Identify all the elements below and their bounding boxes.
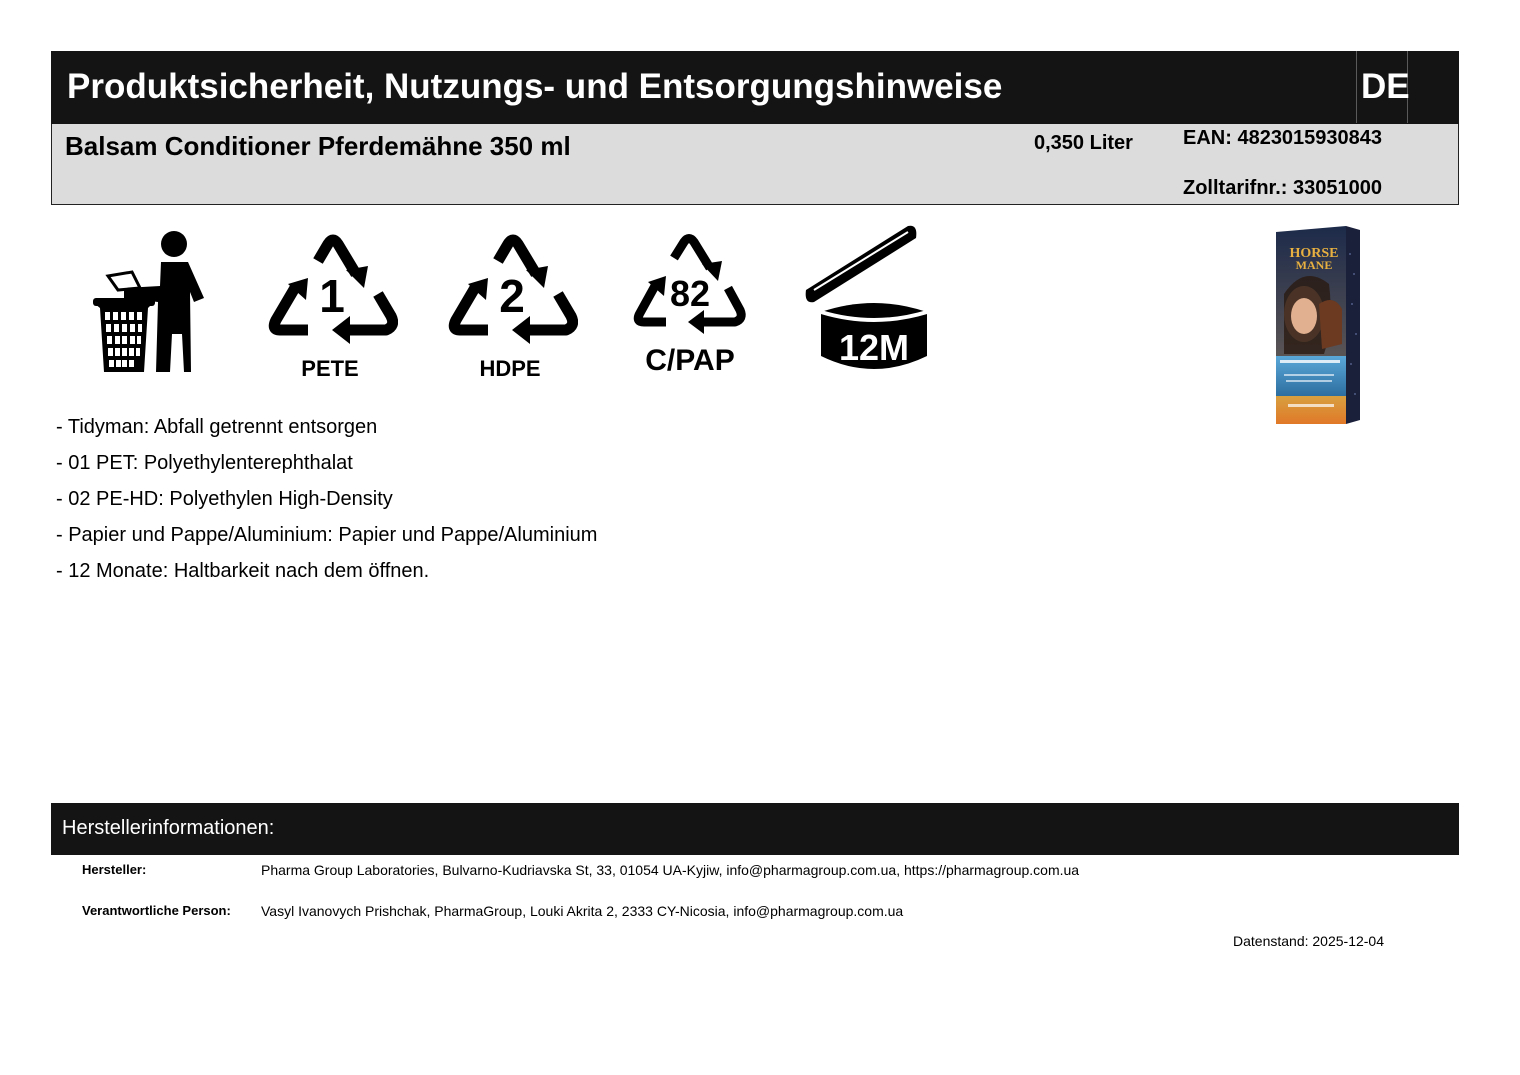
cpap-number: 82 <box>669 273 711 314</box>
product-volume: 0,350 Liter <box>1034 132 1133 154</box>
customs-number: Zolltarifnr.: 33051000 <box>1183 177 1382 199</box>
ean-number: EAN: 4823015930843 <box>1183 127 1383 149</box>
product-info-bar <box>51 124 1459 205</box>
responsible-person-value: Vasyl Ivanovych Prishchak, PharmaGroup, Louki Akrita 2, 2333 CY-Nicosia, info@pharmagroup.com.ua <box>261 903 904 919</box>
pete-number: 1 <box>319 270 345 322</box>
title-bar <box>51 51 1459 124</box>
recycle-cpap-icon <box>630 226 755 381</box>
manufacturer-label: Hersteller: <box>82 862 147 877</box>
product-name: Balsam Conditioner Pferdemähne 350 ml <box>65 131 571 161</box>
cpap-label: C/PAP <box>645 344 735 377</box>
hdpe-number: 2 <box>499 270 525 322</box>
note-item: - 02 PE-HD: Polyethylen High-Density <box>56 488 393 510</box>
brand-bottom: MANE <box>1295 258 1333 272</box>
note-item: - Papier und Pappe/Aluminium: Papier und Pappe/Aluminium <box>56 524 598 546</box>
note-item: - 12 Monate: Haltbarkeit nach dem öffnen. <box>56 560 430 582</box>
manufacturer-value: Pharma Group Laboratories, Bulvarno-Kudriavska St, 33, 01054 UA-Kyjiw, info@pharmagroup.com.ua, https://pharmagroup.com.ua <box>261 862 1080 878</box>
hdpe-label: HDPE <box>479 356 541 381</box>
tidyman-icon <box>88 226 213 376</box>
recycle-pete-icon <box>268 226 398 381</box>
pete-label: PETE <box>301 356 359 381</box>
pao-label: 12M <box>838 327 910 368</box>
usage-notes-list <box>56 412 597 592</box>
brand-top: HORSE <box>1289 246 1339 261</box>
page-title: Produktsicherheit, Nutzungs- und Entsorgungshinweise <box>67 67 1003 106</box>
manufacturer-section-title: Herstellerinformationen: <box>62 817 275 839</box>
note-item: - 01 PET: Polyethylenterephthalat <box>56 452 353 474</box>
manufacturer-section-header <box>51 803 1459 855</box>
date-stamp: Datenstand: 2025-12-04 <box>1233 933 1384 949</box>
recycle-hdpe-icon <box>448 226 578 381</box>
period-after-opening-icon <box>800 224 935 379</box>
product-box-image <box>1274 224 1364 434</box>
language-code: DE <box>1361 67 1410 106</box>
responsible-person-label: Verantwortliche Person: <box>82 903 231 918</box>
note-item: - Tidyman: Abfall getrennt entsorgen <box>56 416 378 438</box>
